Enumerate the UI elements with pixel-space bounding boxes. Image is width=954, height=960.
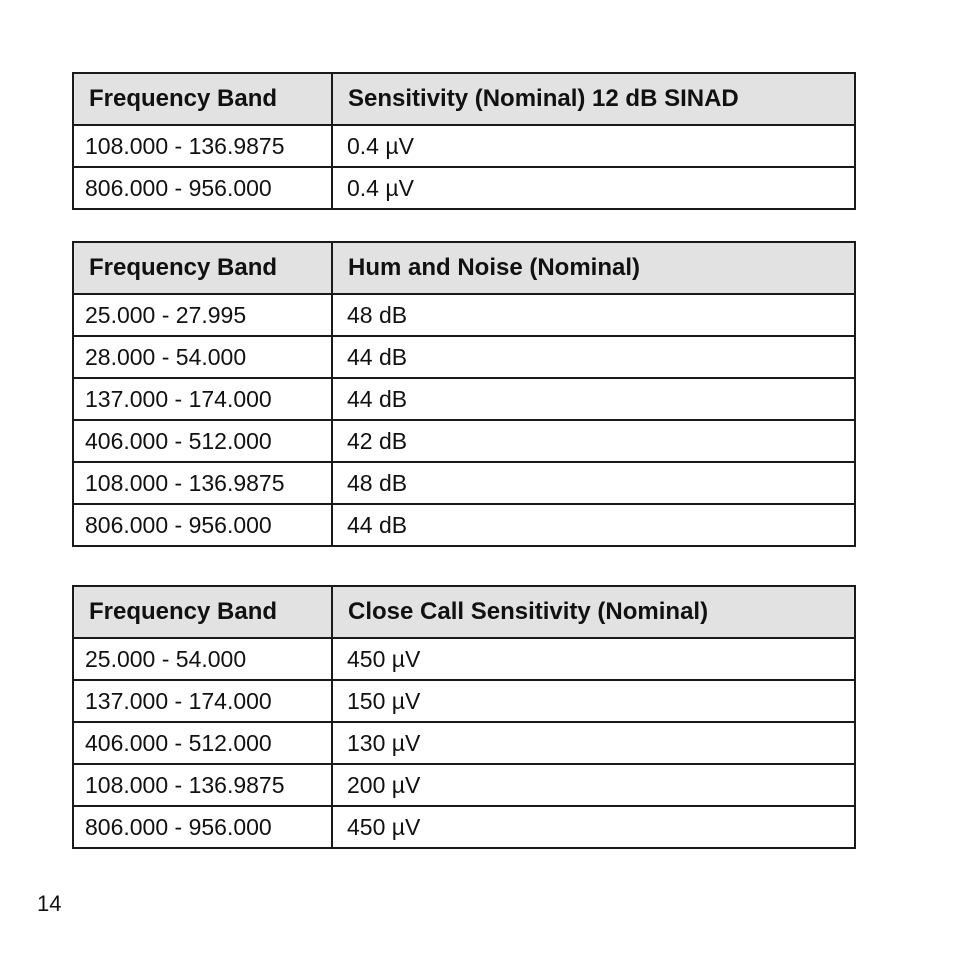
close-call-value-cell: 450 µV [332, 638, 855, 680]
table-row [73, 294, 855, 336]
sensitivity-table [72, 72, 856, 210]
hum-noise-value-cell: 44 dB [332, 336, 855, 378]
frequency-band-header: Frequency Band [73, 586, 332, 638]
frequency-band-cell: 406.000 - 512.000 [73, 722, 332, 764]
frequency-band-cell: 137.000 - 174.000 [73, 680, 332, 722]
frequency-band-cell: 137.000 - 174.000 [73, 378, 332, 420]
table-row [73, 680, 855, 722]
frequency-band-cell: 108.000 - 136.9875 [73, 462, 332, 504]
table-row [73, 378, 855, 420]
sensitivity-value-cell: 0.4 µV [332, 125, 855, 167]
frequency-band-cell: 25.000 - 54.000 [73, 638, 332, 680]
close-call-value-cell: 130 µV [332, 722, 855, 764]
sensitivity-header: Sensitivity (Nominal) 12 dB SINAD [332, 73, 855, 125]
table-row [73, 504, 855, 546]
table-row [73, 420, 855, 462]
hum-noise-value-cell: 42 dB [332, 420, 855, 462]
sensitivity-value-cell: 0.4 µV [332, 167, 855, 209]
frequency-band-cell: 108.000 - 136.9875 [73, 125, 332, 167]
table-row [73, 722, 855, 764]
close-call-header: Close Call Sensitivity (Nominal) [332, 586, 855, 638]
close-call-value-cell: 150 µV [332, 680, 855, 722]
table-header-row [73, 242, 855, 294]
close-call-value-cell: 200 µV [332, 764, 855, 806]
table-row [73, 336, 855, 378]
table-row [73, 462, 855, 504]
frequency-band-cell: 25.000 - 27.995 [73, 294, 332, 336]
table-row [73, 125, 855, 167]
hum-noise-table [72, 241, 856, 547]
frequency-band-cell: 806.000 - 956.000 [73, 504, 332, 546]
hum-noise-value-cell: 44 dB [332, 504, 855, 546]
table-header-row [73, 586, 855, 638]
frequency-band-cell: 108.000 - 136.9875 [73, 764, 332, 806]
hum-noise-value-cell: 44 dB [332, 378, 855, 420]
frequency-band-cell: 806.000 - 956.000 [73, 167, 332, 209]
table-row [73, 764, 855, 806]
page-number: 14 [37, 891, 62, 916]
hum-noise-header: Hum and Noise (Nominal) [332, 242, 855, 294]
frequency-band-header: Frequency Band [73, 242, 332, 294]
table-header-row [73, 73, 855, 125]
table-row [73, 806, 855, 848]
hum-noise-value-cell: 48 dB [332, 294, 855, 336]
close-call-table [72, 585, 856, 849]
frequency-band-header: Frequency Band [73, 73, 332, 125]
frequency-band-cell: 406.000 - 512.000 [73, 420, 332, 462]
close-call-value-cell: 450 µV [332, 806, 855, 848]
hum-noise-value-cell: 48 dB [332, 462, 855, 504]
frequency-band-cell: 806.000 - 956.000 [73, 806, 332, 848]
table-row [73, 167, 855, 209]
frequency-band-cell: 28.000 - 54.000 [73, 336, 332, 378]
table-row [73, 638, 855, 680]
